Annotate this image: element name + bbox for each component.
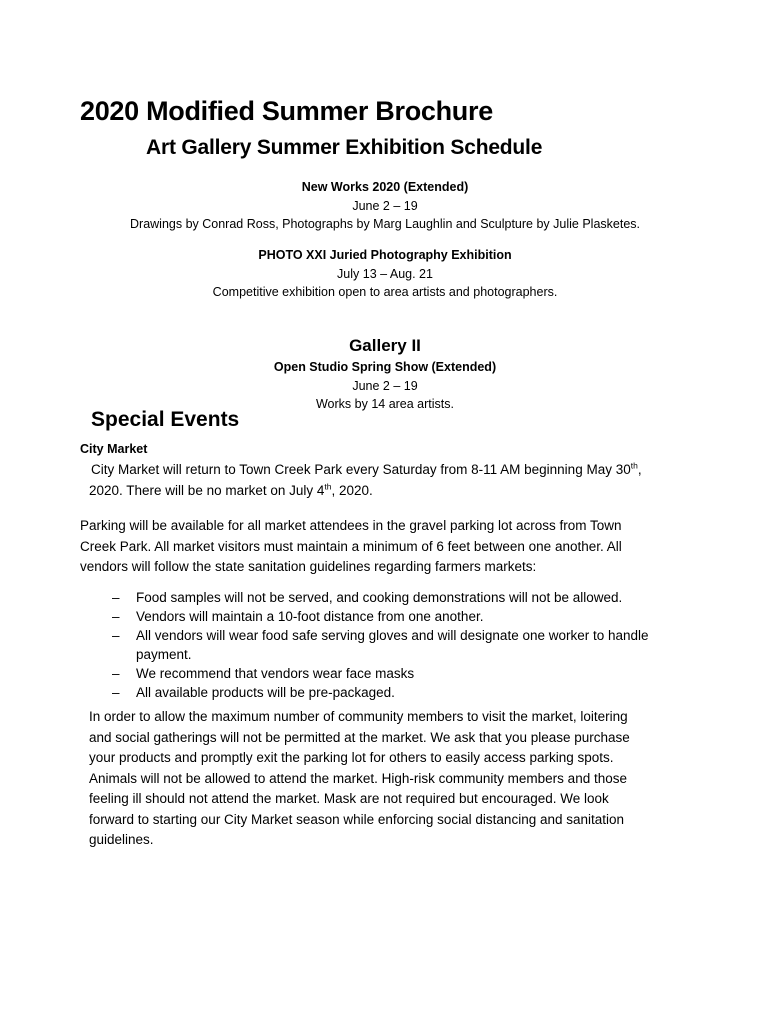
city-market-intro [91,460,642,501]
exhibition-new-works [0,178,770,234]
list-item: – Food samples will not be served, and cooking demonstrations will not be allowed. [112,590,623,605]
exhibition-photo-xxi [0,246,770,302]
exhibition-dates: July 13 – Aug. 21 [337,266,433,281]
exhibition-dates: June 2 – 19 [352,198,418,213]
sanitation-guidelines-list [112,588,649,702]
exhibition-description: Works by 14 area artists. [315,397,454,411]
list-item: – Vendors will maintain a 10-foot distance from one another. [112,609,484,624]
closing-paragraph: In order to allow the maximum number of community members to visit the market, loitering and social gatherings will not be permitted at the market. We ask that you please purchase your products and promptly exit the parking lot for others to easily access parking spots. Animals will not be allowed to attend the market. High-risk community members and those feeling ill should not attend the market. Mask are not required but encouraged. We look forward to starting our City Market season while enforcing social distancing and sanitation guidelines. [89,709,630,847]
city-market-heading: City Market [80,442,148,456]
exhibition-name: PHOTO XXI Juried Photography Exhibition [258,248,512,262]
exhibition-name: New Works 2020 (Extended) [301,180,469,194]
special-events-heading: Special Events [91,408,240,431]
intro-line-2: 2020. There will be no market on July 4th, 2020. [89,481,373,498]
exhibition-name: Open Studio Spring Show (Extended) [273,360,497,374]
page-title: 2020 Modified Summer Brochure [80,96,493,126]
intro-line-1: City Market will return to Town Creek Park every Saturday from 8-11 AM beginning May 30th, [91,460,642,477]
gallery-two-block [0,334,770,414]
gallery-two-heading: Gallery II [349,336,421,355]
list-item: – All vendors will wear food safe serving gloves and will designate one worker to handle payment. [112,628,649,662]
list-item: – All available products will be pre-packaged. [112,685,395,700]
list-item: – We recommend that vendors wear face masks [112,666,415,681]
exhibition-dates: June 2 – 19 [352,378,418,393]
exhibition-description: Competitive exhibition open to area artists and photographers. [212,285,558,299]
page-subtitle: Art Gallery Summer Exhibition Schedule [146,136,543,159]
parking-paragraph: Parking will be available for all market attendees in the gravel parking lot across from Town Creek Park. All market visitors must maintain a minimum of 6 feet between one another. All vendors will follow the state sanitation guidelines regarding farmers markets: [80,518,622,574]
exhibition-description: Drawings by Conrad Ross, Photographs by Marg Laughlin and Sculpture by Julie Plasketes. [130,217,640,231]
